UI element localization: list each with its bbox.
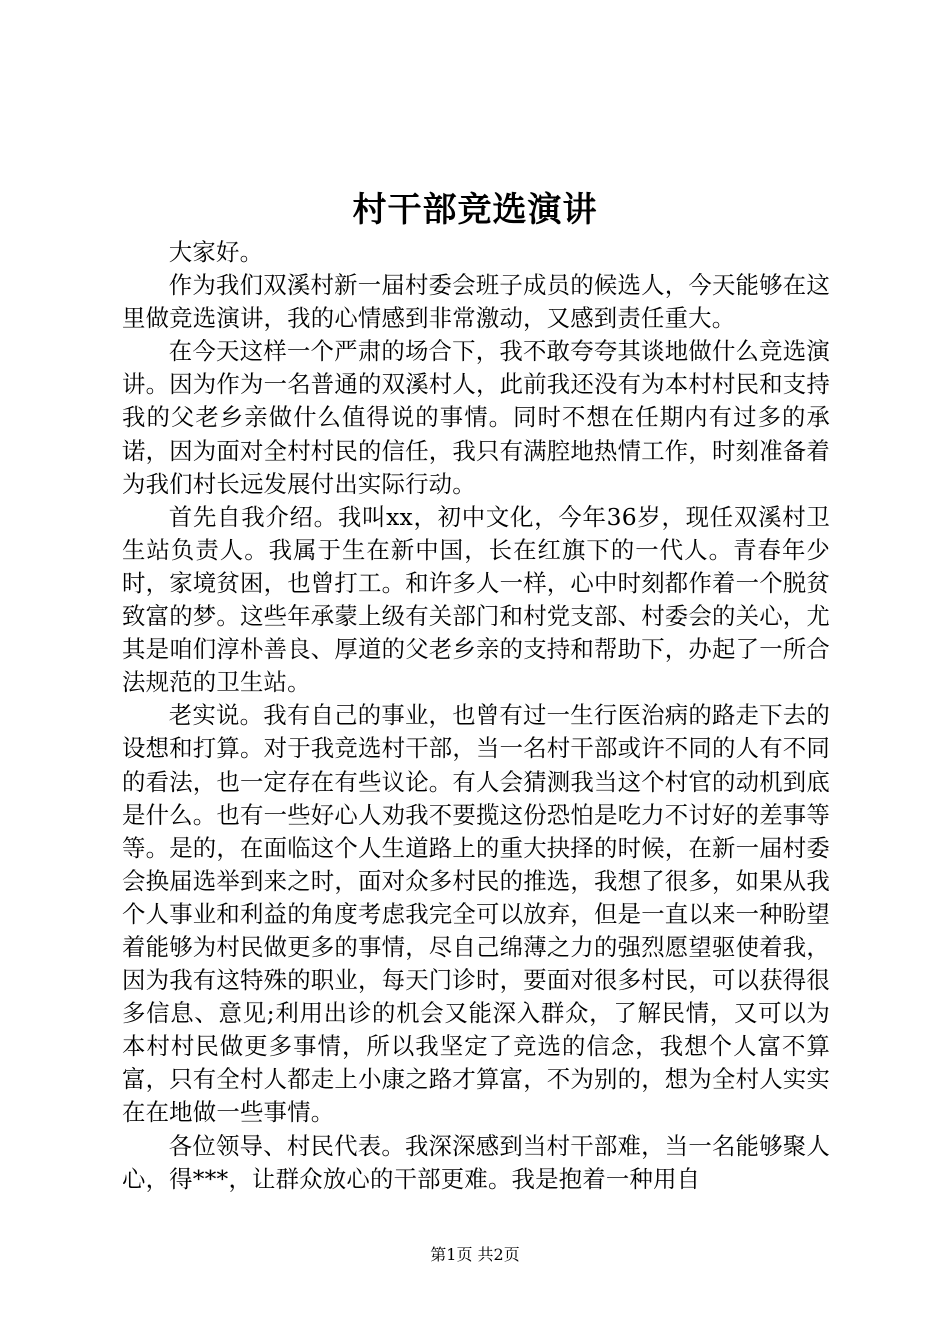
page-number-footer: 第1页 共2页 [430,1245,520,1264]
document-title: 村干部竞选演讲 [352,190,598,230]
paragraph-introduction: 作为我们双溪村新一届村委会班子成员的候选人，今天能够在这里做竞选演讲，我的心情感到非常激动，又感到责任重大。 [122,271,830,333]
paragraph-closing: 各位领导、村民代表。我深深感到当村干部难，当一名能够聚人心，得***，让群众放心的干部更难。我是抱着一种用自 [122,1131,830,1193]
paragraph-greeting: 大家好。 [168,238,264,266]
paragraph-occasion: 在今天这样一个严肃的场合下，我不敢夸夸其谈地做什么竞选演讲。因为作为一名普通的双溪村人，此前我还没有为本村村民和支持我的父老乡亲做什么值得说的事情。同时不想在任期内有过多的承诺，因为面对全村村民的信任，我只有满腔地热情工作，时刻准备着为我们村长远发展付出实际行动。 [122,337,830,498]
paragraph-motivation: 老实说。我有自己的事业，也曾有过一生行医治病的路走下去的设想和打算。对于我竞选村干部，当一名村干部或许不同的人有不同的看法，也一定存在有些议论。有人会猜测我当这个村官的动机到底是什么。也有一些好心人劝我不要揽这份恐怕是吃力不讨好的差事等等。是的，在面临这个人生道路上的重大抉择的时候，在新一届村委会换届选举到来之时，面对众多村民的推选，我想了很多，如果从我个人事业和利益的角度考虑我完全可以放弃，但是一直以来一种盼望着能够为村民做更多的事情，尽自己绵薄之力的强烈愿望驱使着我，因为我有这特殊的职业，每天门诊时，要面对很多村民，可以获得很多信息、意见;利用出诊的机会又能深入群众，了解民情，又可以为本村村民做更多事情，所以我坚定了竞选的信念，我想个人富不算富，只有全村人都走上小康之路才算富，不为别的，想为全村人实实在在地做一些事情。 [122,701,830,1127]
document-body [122,236,830,1196]
paragraph-self-introduction: 首先自我介绍。我叫xx，初中文化，今年36岁，现任双溪村卫生站负责人。我属于生在新中国，长在红旗下的一代人。青春年少时，家境贫困，也曾打工。和许多人一样，心中时刻都作着一个脱贫致富的梦。这些年承蒙上级有关部门和村党支部、村委会的关心，尤其是咱们淳朴善良、厚道的父老乡亲的支持和帮助下，办起了一所合法规范的卫生站。 [122,502,830,697]
